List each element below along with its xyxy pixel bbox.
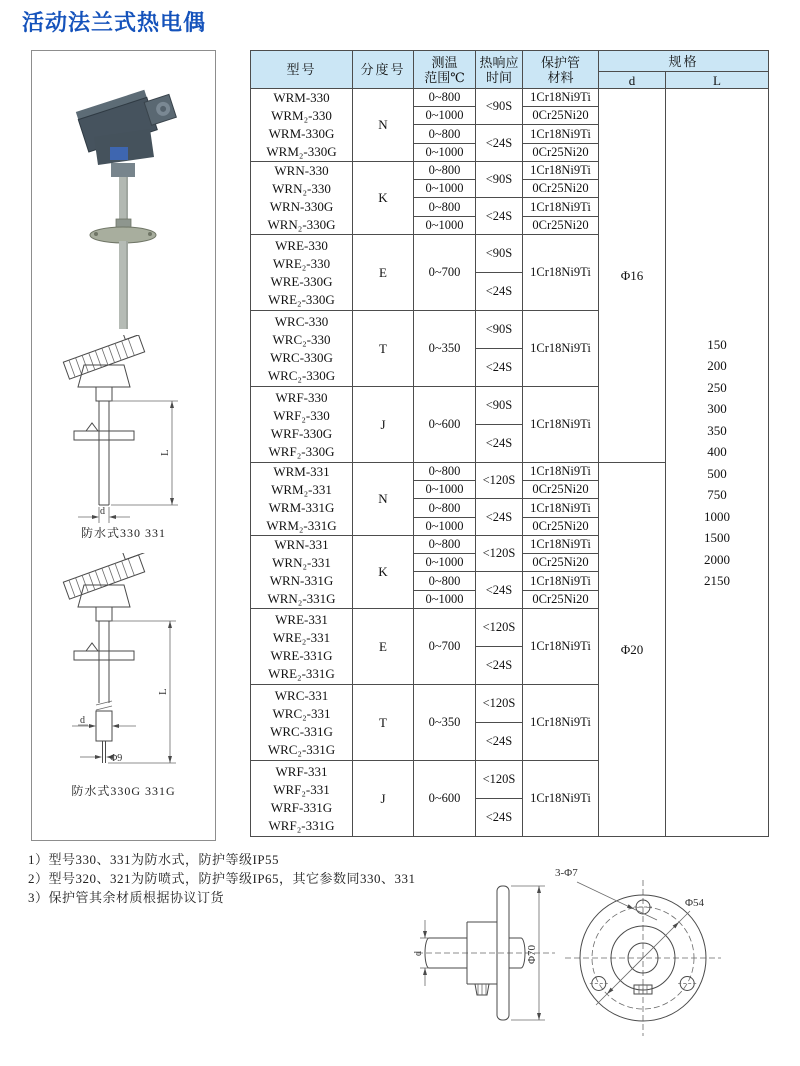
- response-cell: <24S: [476, 425, 523, 463]
- model-cell: WRC-330 WRC₂-330 WRC-330G WRC₂-330G: [251, 311, 353, 387]
- range-cell: 0~1000: [414, 144, 476, 162]
- material-cell: 1Cr18Ni9Ti: [523, 572, 599, 591]
- dim-phi70-label: Φ70: [526, 944, 538, 964]
- l-spec-cell: 150 200 250 300 350 400 500 750 1000 1500 2000 2150: [666, 89, 769, 837]
- response-cell: <24S: [476, 647, 523, 685]
- dim-d-label: d: [80, 715, 85, 726]
- page-title: 活动法兰式热电偶: [22, 10, 207, 35]
- range-cell: 0~800: [414, 536, 476, 554]
- dim-holes-label: 3-Φ7: [555, 867, 578, 879]
- range-cell: 0~700: [414, 609, 476, 685]
- material-cell: 1Cr18Ni9Ti: [523, 387, 599, 463]
- model-cell: WRM-331 WRM₂-331 WRM-331G WRM₂-331G: [251, 463, 353, 536]
- model-cell: WRF-331 WRF₂-331 WRF-331G WRF₂-331G: [251, 761, 353, 837]
- material-cell: 0Cr25Ni20: [523, 554, 599, 572]
- header-material: 保护管 材料: [523, 51, 599, 89]
- range-cell: 0~1000: [414, 518, 476, 536]
- response-cell: <90S: [476, 311, 523, 349]
- material-cell: 1Cr18Ni9Ti: [523, 311, 599, 387]
- spec-table: [250, 50, 769, 837]
- response-cell: <120S: [476, 685, 523, 723]
- response-cell: <120S: [476, 761, 523, 799]
- graduation-cell: K: [353, 162, 414, 235]
- dim-L-label: L: [157, 688, 169, 695]
- material-cell: 0Cr25Ni20: [523, 217, 599, 235]
- footnote-2: 2）型号320、321为防喷式，防护等级IP65，其它参数同330、331: [28, 871, 416, 886]
- range-cell: 0~700: [414, 235, 476, 311]
- response-cell: <90S: [476, 162, 523, 198]
- header-response: 热响应 时间: [476, 51, 523, 89]
- range-cell: 0~800: [414, 572, 476, 591]
- material-cell: 0Cr25Ni20: [523, 107, 599, 125]
- table-row: [251, 89, 769, 107]
- graduation-cell: E: [353, 235, 414, 311]
- range-cell: 0~350: [414, 685, 476, 761]
- range-cell: 0~800: [414, 125, 476, 144]
- graduation-cell: T: [353, 311, 414, 387]
- model-cell: WRC-331 WRC₂-331 WRC-331G WRC₂-331G: [251, 685, 353, 761]
- model-cell: WRE-331 WRE₂-331 WRE-331G WRE₂-331G: [251, 609, 353, 685]
- graduation-cell: J: [353, 761, 414, 837]
- response-cell: <90S: [476, 387, 523, 425]
- footnotes: [28, 850, 416, 907]
- model-cell: WRM-330 WRM₂-330 WRM-330G WRM₂-330G: [251, 89, 353, 162]
- graduation-cell: T: [353, 685, 414, 761]
- response-cell: <24S: [476, 499, 523, 536]
- range-cell: 0~800: [414, 499, 476, 518]
- material-cell: 1Cr18Ni9Ti: [523, 609, 599, 685]
- dim-bolt-circle-label: Φ54: [685, 897, 705, 909]
- material-cell: 1Cr18Ni9Ti: [523, 761, 599, 837]
- response-cell: <24S: [476, 198, 523, 235]
- range-cell: 0~600: [414, 387, 476, 463]
- outline-drawing-330: [32, 335, 215, 523]
- material-cell: 0Cr25Ni20: [523, 180, 599, 198]
- response-cell: <24S: [476, 273, 523, 311]
- graduation-cell: N: [353, 463, 414, 536]
- model-cell: WRN-331 WRN₂-331 WRN-331G WRN₂-331G: [251, 536, 353, 609]
- response-cell: <120S: [476, 609, 523, 647]
- range-cell: 0~1000: [414, 591, 476, 609]
- graduation-cell: N: [353, 89, 414, 162]
- dim-L-label: L: [159, 449, 171, 456]
- product-image-panel: [31, 50, 216, 841]
- header-spec-d: d: [599, 72, 666, 89]
- material-cell: 1Cr18Ni9Ti: [523, 235, 599, 311]
- range-cell: 0~1000: [414, 554, 476, 572]
- graduation-cell: E: [353, 609, 414, 685]
- material-cell: 0Cr25Ni20: [523, 591, 599, 609]
- material-cell: 0Cr25Ni20: [523, 144, 599, 162]
- range-cell: 0~1000: [414, 107, 476, 125]
- footnote-1: 1）型号330、331为防水式，防护等级IP55: [28, 852, 280, 867]
- dim-d-label: d: [413, 951, 424, 956]
- table-header: [251, 51, 769, 89]
- header-spec: 规格: [599, 51, 769, 72]
- response-cell: <24S: [476, 723, 523, 761]
- material-cell: 1Cr18Ni9Ti: [523, 685, 599, 761]
- dim-phi9-label: Φ9: [110, 753, 123, 764]
- range-cell: 0~800: [414, 198, 476, 217]
- range-cell: 0~800: [414, 89, 476, 107]
- response-cell: <24S: [476, 125, 523, 162]
- response-cell: <24S: [476, 572, 523, 609]
- photo-caption-330G: 防水式330G 331G: [71, 784, 176, 798]
- graduation-cell: K: [353, 536, 414, 609]
- outline-drawing-330G: [32, 553, 215, 775]
- material-cell: 0Cr25Ni20: [523, 481, 599, 499]
- footnote-3: 3）保护管其余材质根据协议订货: [28, 890, 225, 905]
- range-cell: 0~600: [414, 761, 476, 837]
- flange-dimension-drawing: [405, 856, 795, 1064]
- material-cell: 1Cr18Ni9Ti: [523, 89, 599, 107]
- model-cell: WRF-330 WRF₂-330 WRF-330G WRF₂-330G: [251, 387, 353, 463]
- photo-caption-330: 防水式330 331: [80, 526, 166, 540]
- range-cell: 0~800: [414, 463, 476, 481]
- model-cell: WRN-330 WRN₂-330 WRN-330G WRN₂-330G: [251, 162, 353, 235]
- material-cell: 1Cr18Ni9Ti: [523, 463, 599, 481]
- thermocouple-photo: [32, 85, 215, 333]
- range-cell: 0~350: [414, 311, 476, 387]
- d-spec-cell: Φ16: [599, 89, 666, 463]
- range-cell: 0~1000: [414, 180, 476, 198]
- material-cell: 1Cr18Ni9Ti: [523, 536, 599, 554]
- range-cell: 0~1000: [414, 217, 476, 235]
- response-cell: <90S: [476, 235, 523, 273]
- header-graduation: 分度号: [353, 51, 414, 89]
- material-cell: 1Cr18Ni9Ti: [523, 162, 599, 180]
- header-spec-l: L: [666, 72, 769, 89]
- material-cell: 1Cr18Ni9Ti: [523, 125, 599, 144]
- header-model: 型号: [251, 51, 353, 89]
- response-cell: <24S: [476, 799, 523, 837]
- header-range: 测温 范围℃: [414, 51, 476, 89]
- material-cell: 1Cr18Ni9Ti: [523, 499, 599, 518]
- range-cell: 0~800: [414, 162, 476, 180]
- response-cell: <90S: [476, 89, 523, 125]
- response-cell: <120S: [476, 463, 523, 499]
- response-cell: <120S: [476, 536, 523, 572]
- spec-table-wrapper: [250, 50, 769, 837]
- dim-d-label: d: [100, 506, 105, 517]
- material-cell: 0Cr25Ni20: [523, 518, 599, 536]
- range-cell: 0~1000: [414, 481, 476, 499]
- response-cell: <24S: [476, 349, 523, 387]
- d-spec-cell: Φ20: [599, 463, 666, 837]
- graduation-cell: J: [353, 387, 414, 463]
- model-cell: WRE-330 WRE₂-330 WRE-330G WRE₂-330G: [251, 235, 353, 311]
- material-cell: 1Cr18Ni9Ti: [523, 198, 599, 217]
